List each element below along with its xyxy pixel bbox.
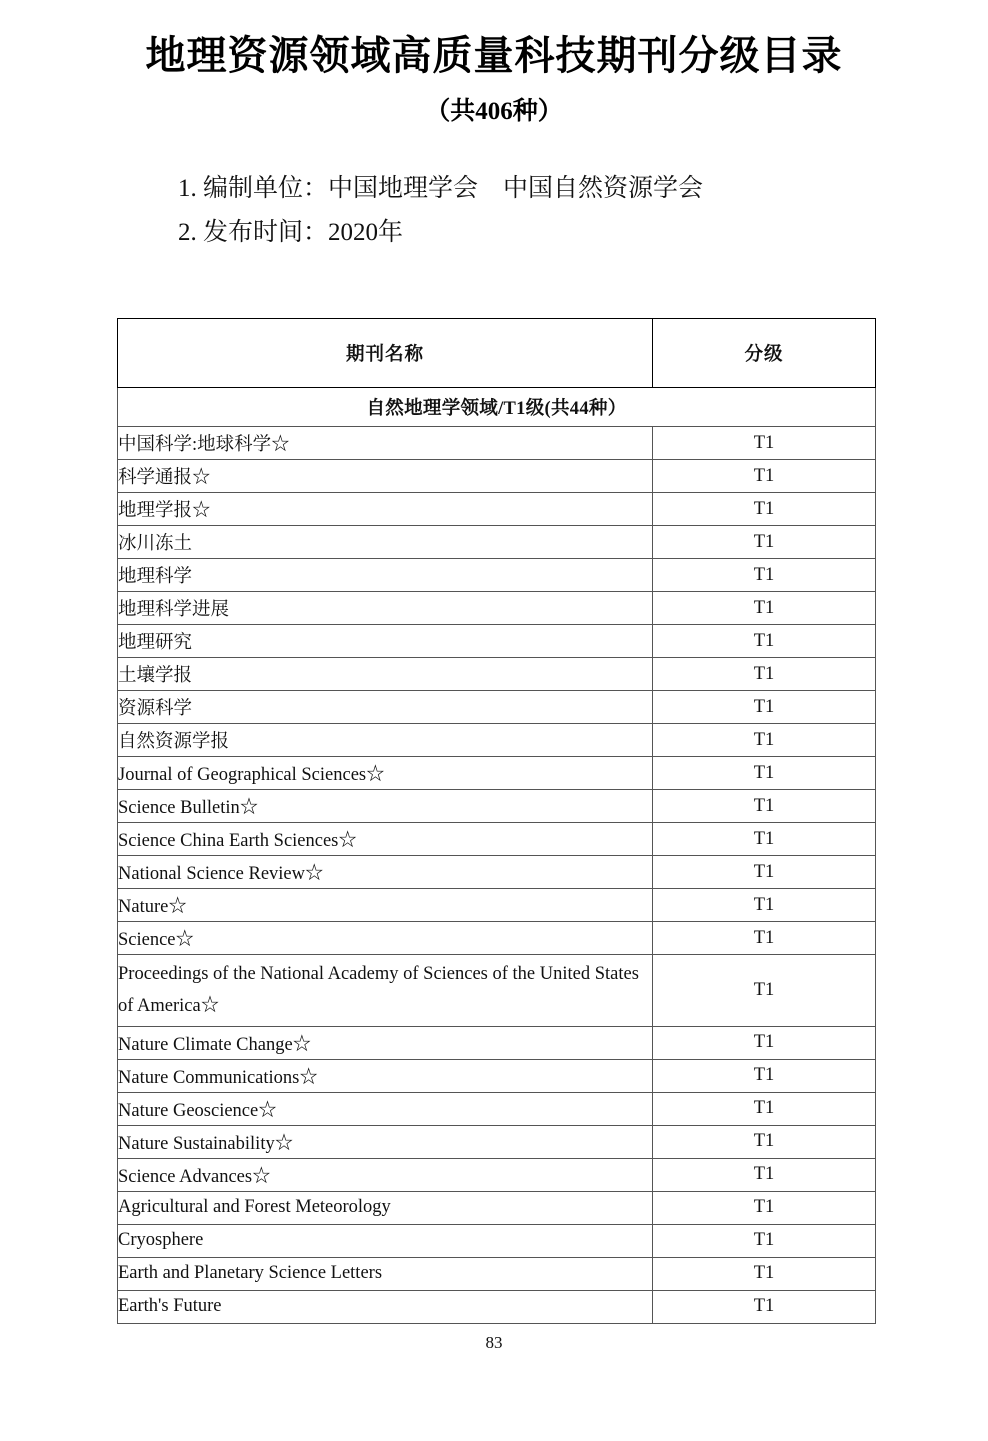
- journal-tier-cell: T1: [653, 658, 876, 691]
- category-label: 自然地理学领域/T1级(共44种）: [118, 388, 876, 427]
- journal-name-cell: Science Advances☆: [118, 1158, 653, 1191]
- journal-tier-cell: T1: [653, 856, 876, 889]
- table-row: [118, 1092, 876, 1125]
- column-header-journal-name: 期刊名称: [118, 319, 653, 388]
- journal-name-cell: Nature Geoscience☆: [118, 1092, 653, 1125]
- journal-tier-cell: T1: [653, 493, 876, 526]
- table-row: [118, 823, 876, 856]
- metadata-item-publish-date: 2. 发布时间：2020年: [178, 218, 404, 246]
- journal-name-cell: 科学通报☆: [118, 460, 653, 493]
- metadata-item-compiler: 1. 编制单位：中国地理学会 中国自然资源学会: [178, 175, 704, 203]
- table-row: [118, 757, 876, 790]
- journal-name-cell: Agricultural and Forest Meteorology: [118, 1191, 653, 1224]
- table-row: [118, 856, 876, 889]
- table-row: [118, 493, 876, 526]
- table-row: [118, 526, 876, 559]
- table-row: [118, 790, 876, 823]
- metadata-list: [0, 127, 988, 255]
- journal-name-cell: Journal of Geographical Sciences☆: [118, 757, 653, 790]
- journal-tier-cell: T1: [653, 1191, 876, 1224]
- journal-tier-cell: T1: [653, 691, 876, 724]
- journal-name-cell: National Science Review☆: [118, 856, 653, 889]
- journal-tier-cell: T1: [653, 1059, 876, 1092]
- table-row: [118, 724, 876, 757]
- table-row: [118, 559, 876, 592]
- table-row: [118, 1224, 876, 1257]
- journal-tier-cell: T1: [653, 955, 876, 1027]
- table-row: [118, 1257, 876, 1290]
- journal-tier-cell: T1: [653, 1158, 876, 1191]
- table-row: [118, 1125, 876, 1158]
- journal-name-cell: Nature Communications☆: [118, 1059, 653, 1092]
- journal-table-container: [117, 318, 875, 1324]
- journal-tier-cell: T1: [653, 757, 876, 790]
- journal-name-cell: 冰川冻土: [118, 526, 653, 559]
- journal-tier-cell: T1: [653, 625, 876, 658]
- journal-name-cell: Cryosphere: [118, 1224, 653, 1257]
- journal-name-cell: Science China Earth Sciences☆: [118, 823, 653, 856]
- journal-tier-cell: T1: [653, 922, 876, 955]
- journal-tier-cell: T1: [653, 1092, 876, 1125]
- journal-tier-cell: T1: [653, 889, 876, 922]
- journal-name-cell: 地理学报☆: [118, 493, 653, 526]
- journal-name-cell: 自然资源学报: [118, 724, 653, 757]
- journal-table: [117, 318, 876, 1324]
- journal-tier-cell: T1: [653, 526, 876, 559]
- journal-tier-cell: T1: [653, 1257, 876, 1290]
- table-row: [118, 460, 876, 493]
- journal-tier-cell: T1: [653, 790, 876, 823]
- journal-name-cell: Nature☆: [118, 889, 653, 922]
- journal-name-cell: 资源科学: [118, 691, 653, 724]
- journal-name-cell: 地理科学: [118, 559, 653, 592]
- category-row: [118, 388, 876, 427]
- journal-name-cell: Science☆: [118, 922, 653, 955]
- table-row: [118, 1059, 876, 1092]
- journal-tier-cell: T1: [653, 427, 876, 460]
- table-row: [118, 625, 876, 658]
- table-row: [118, 1026, 876, 1059]
- journal-name-cell: 地理研究: [118, 625, 653, 658]
- journal-name-cell: Science Bulletin☆: [118, 790, 653, 823]
- journal-name-cell: Nature Climate Change☆: [118, 1026, 653, 1059]
- journal-name-cell: Proceedings of the National Academy of Sciences of the United States of America☆: [118, 955, 653, 1027]
- journal-name-cell: 地理科学进展: [118, 592, 653, 625]
- journal-tier-cell: T1: [653, 1290, 876, 1323]
- table-row: [118, 691, 876, 724]
- table-row: [118, 658, 876, 691]
- table-row: [118, 1191, 876, 1224]
- journal-name-cell: Earth's Future: [118, 1290, 653, 1323]
- table-row: [118, 1290, 876, 1323]
- table-row: [118, 889, 876, 922]
- column-header-tier: 分级: [653, 319, 876, 388]
- page-number: 83: [485, 1333, 503, 1352]
- page-subtitle: （共406种）: [425, 98, 563, 126]
- journal-name-cell: Earth and Planetary Science Letters: [118, 1257, 653, 1290]
- journal-tier-cell: T1: [653, 559, 876, 592]
- table-row: [118, 955, 876, 1027]
- table-row: [118, 1158, 876, 1191]
- table-body: [118, 388, 876, 1324]
- journal-tier-cell: T1: [653, 592, 876, 625]
- journal-name-cell: 中国科学:地球科学☆: [118, 427, 653, 460]
- journal-name-cell: 土壤学报: [118, 658, 653, 691]
- journal-name-cell: Nature Sustainability☆: [118, 1125, 653, 1158]
- table-row: [118, 922, 876, 955]
- journal-tier-cell: T1: [653, 460, 876, 493]
- table-header: [118, 319, 876, 388]
- table-row: [118, 427, 876, 460]
- journal-tier-cell: T1: [653, 724, 876, 757]
- table-header-row: [118, 319, 876, 388]
- journal-tier-cell: T1: [653, 823, 876, 856]
- page-title: 地理资源领域高质量科技期刊分级目录: [145, 33, 843, 78]
- table-row: [118, 592, 876, 625]
- journal-tier-cell: T1: [653, 1026, 876, 1059]
- journal-tier-cell: T1: [653, 1125, 876, 1158]
- journal-tier-cell: T1: [653, 1224, 876, 1257]
